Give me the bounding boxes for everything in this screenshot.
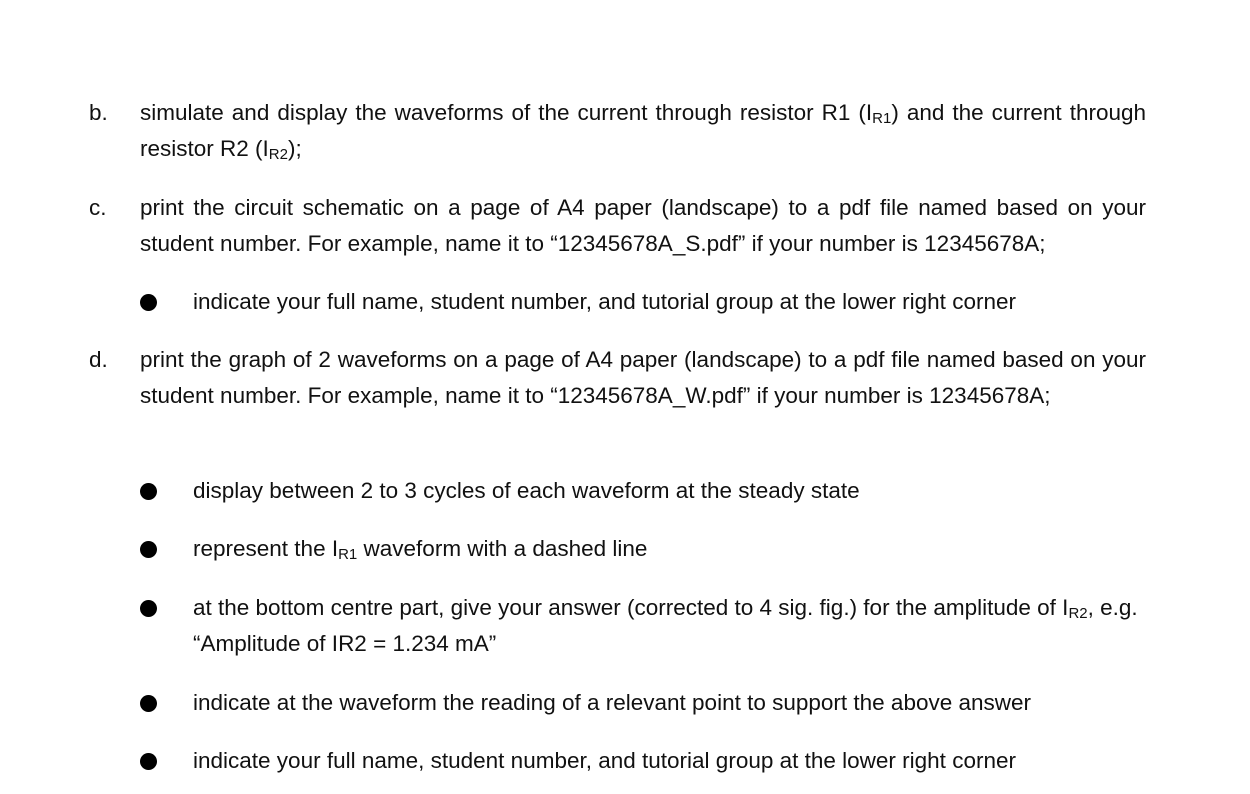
item-b-marker: b.: [89, 100, 108, 125]
bullet-icon: [140, 294, 157, 311]
item-c-marker: c.: [89, 195, 107, 220]
subscript-r1: R1: [338, 546, 358, 563]
bullet-icon: [140, 541, 157, 558]
subscript-r2: R2: [268, 146, 288, 163]
item-d-bullet-1: display between 2 to 3 cycles of each waveform at the steady state: [193, 478, 860, 503]
item-d-bullet-2: represent the $I_{R1}$ waveform with a dashed line: [193, 536, 648, 563]
bullet-icon: [140, 483, 157, 500]
item-c-text: print the circuit schematic on a page of A4 paper (landscape) to a pdf file named based on your student number. For example, name it to “12345678A_S.pdf” if your number is 12345678A;: [140, 195, 1146, 256]
bullet-icon: [140, 753, 157, 770]
bullet-icon: [140, 695, 157, 712]
item-d-text: print the graph of 2 waveforms on a page of A4 paper (landscape) to a pdf file named based on your student number. For example, name it to “12345678A_W.pdf” if your number is 12345678A;: [140, 347, 1146, 408]
bullet-icon: [140, 600, 157, 617]
item-b-text: simulate and display the waveforms of the current through resistor R1 $(I_{R1})$ and the current through resistor R2 $(I_{R2})$;: [140, 100, 1147, 163]
subscript-r1: R1: [872, 110, 892, 127]
subscript-r2: R2: [1068, 605, 1088, 622]
item-d-bullet-3: at the bottom centre part, give your answer (corrected to 4 sig. fig.) for the amplitude of $I_{R2}$, e.g. “Amplitude of IR2 = 1.234 mA”: [193, 595, 1138, 656]
item-c-bullet: indicate your full name, student number, and tutorial group at the lower right corner: [193, 289, 1016, 314]
item-d-bullet-5: indicate your full name, student number, and tutorial group at the lower right corner: [193, 748, 1016, 773]
item-d-bullet-4: indicate at the waveform the reading of a relevant point to support the above answer: [193, 690, 1032, 715]
item-d-marker: d.: [89, 347, 108, 372]
